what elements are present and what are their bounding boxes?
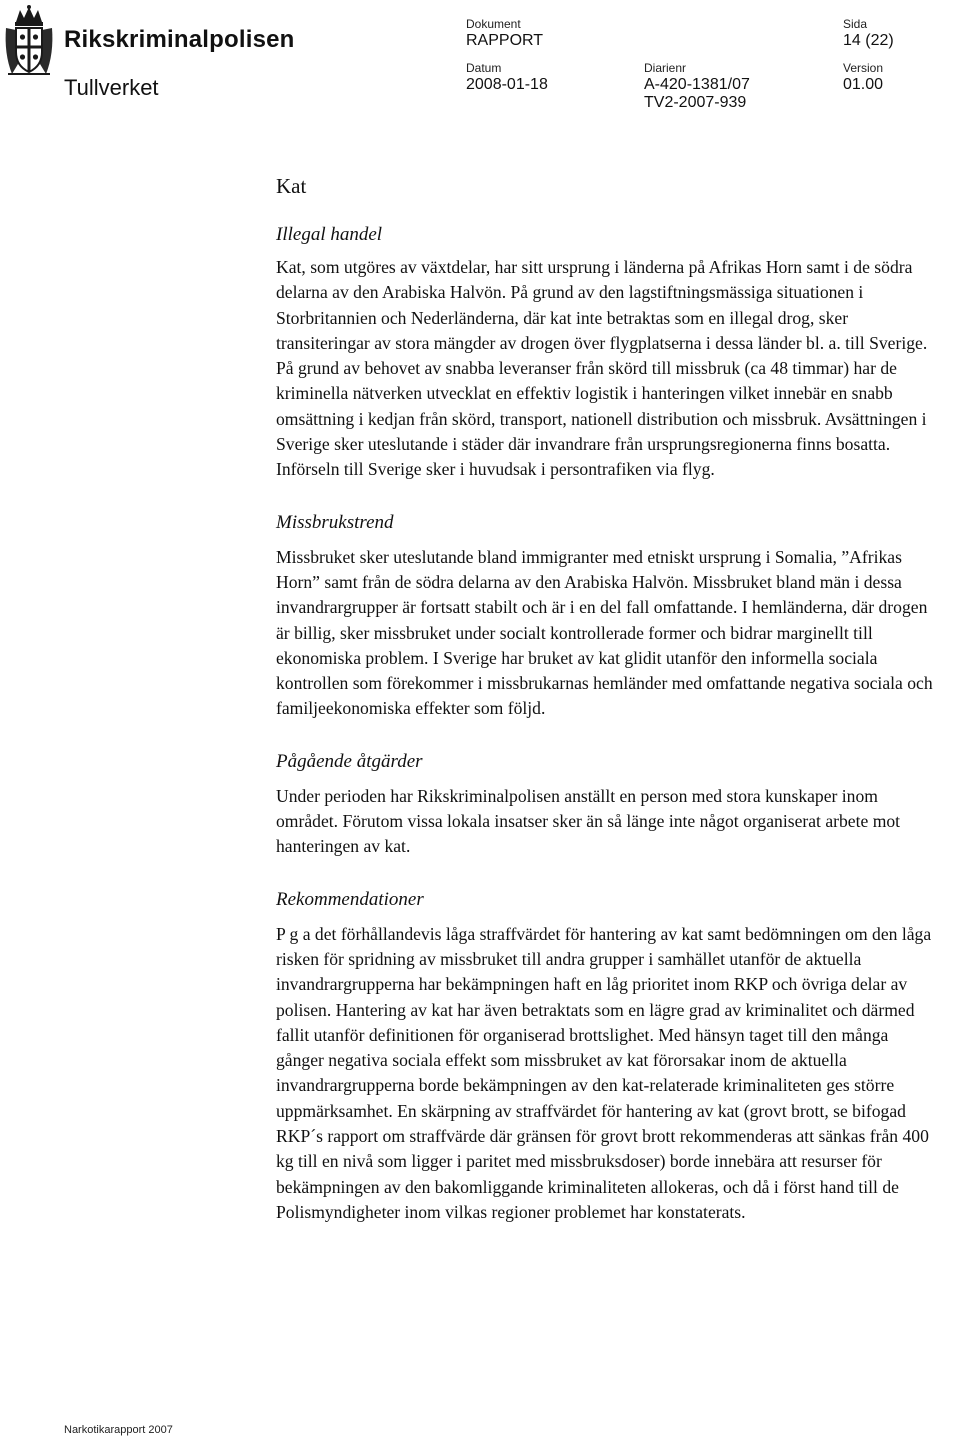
- diarienr-label: Diarienr: [644, 61, 687, 75]
- dokument-value: RAPPORT: [466, 32, 544, 49]
- document-header: [0, 0, 960, 120]
- footer-text: Narkotikarapport 2007: [64, 1424, 173, 1436]
- section-heading-rekommendationer: Rekommendationer: [276, 888, 424, 910]
- section-heading-pagaende-atgarder: Pågående åtgärder: [276, 750, 423, 772]
- report-body: [276, 174, 940, 1225]
- version-label: Version: [843, 61, 884, 75]
- dokument-label: Dokument: [466, 17, 521, 31]
- diarienr-value-secondary: TV2-2007-939: [644, 94, 747, 111]
- paragraph-illegal-handel: Kat, som utgöres av växtdelar, har sitt ursprung i länderna på Afrikas Horn samt i de södra delarna av den Arabiska Halvön. På grund av den lagstiftningsmässiga situationen i Storbritannien och Nederländerna, där kat inte betraktas som en illegal drog, sker transiteringar av stora mängder av drogen över flygplatserna i dessa länder bl. a. till Sverige. På grund av behovet av snabba leveranser från skörd till missbruk (ca 48 timmar) har de kriminella nätverken utvecklat en effektiv logistik i hanteringen vilket innebär en snabb omsättning i kedjan från skörd, transport, nationell distribution och missbruk. Avsättningen i Sverige sker uteslutande i städer där invandrare från ursprungsregionerna finns bosatta. Införseln till Sverige sker i huvudsak i persontrafiken via flyg.: [276, 257, 928, 480]
- version-value: 01.00: [843, 76, 884, 93]
- diarienr-value: A-420-1381/07: [644, 76, 750, 93]
- section-heading-illegal-handel: Illegal handel: [276, 224, 383, 245]
- secondary-organization-name: Tullverket: [64, 75, 159, 100]
- organization-name: Rikskriminalpolisen: [64, 26, 295, 53]
- section-heading-missbrukstrend: Missbrukstrend: [276, 511, 394, 533]
- datum-value: 2008-01-18: [466, 76, 548, 93]
- sida-value: 14 (22): [843, 32, 894, 49]
- sida-label: Sida: [843, 17, 868, 31]
- paragraph-rekommendationer: P g a det förhållandevis låga straffvärdet för hantering av kat samt bedömningen om den låga risken för spridning av missbruket till andra grupper i samhället utanför de aktuella invandrargrupperna har bekämpningen haft en låg prioritet inom RKP och övriga delar av polisen. Hantering av kat har även betraktats som en lägre grad av kriminalitet och därmed fallit utanför definitionen för organiserad brottslighet. Med hänsyn taget till den många gånger negativa sociala effekt som missbruket av kat förorsakar inom de aktuella invandrargrupperna borde bekämpningen av den kat-relaterade kriminaliteten ges större uppmärksamhet. En skärpning av straffvärdet för hantering av kat (grovt brott, se bifogad RKP´s rapport om straffvärde där gränsen för grovt brott rekommenderas att sänkas från 400 kg till en nivå som ligger i paritet med missbruksdoser) borde innebära att resurser för bekämpningen av den bakomliggande kriminaliteten allokeras, och då i först hand till de Polismyndigheter inom vilkas regioner problemet har konstaterats.: [276, 923, 932, 1222]
- page-title: Kat: [276, 174, 307, 198]
- paragraph-missbrukstrend: Missbruket sker uteslutande bland immigranter med etniskt ursprung i Somalia, ”Afrikas Horn” samt från de södra delarna av den Arabiska Halvön. Missbruket bland män i dessa invandrargrupper är fortsatt stabilt och är i en del fall omfattande. I hemländerna, där drogen är billig, sker missbruket under socialt kontrollerade former och bidrar marginellt till ekonomiska problem. I Sverige har bruket av kat glidit utanför den informella sociala kontrollen som förekommer i missbrukarnas hemländer med omfattande negativa sociala och familjeekonomiska effekter som följd.: [276, 546, 933, 719]
- paragraph-pagaende-atgarder: Under perioden har Rikskriminalpolisen anställt en person med stora kunskaper inom området. Förutom vissa lokala insatser sker än så länge inte något organiserat arbete mot hanteringen av kat.: [276, 785, 901, 857]
- datum-label: Datum: [466, 61, 502, 75]
- crown-crest-icon: [2, 4, 56, 78]
